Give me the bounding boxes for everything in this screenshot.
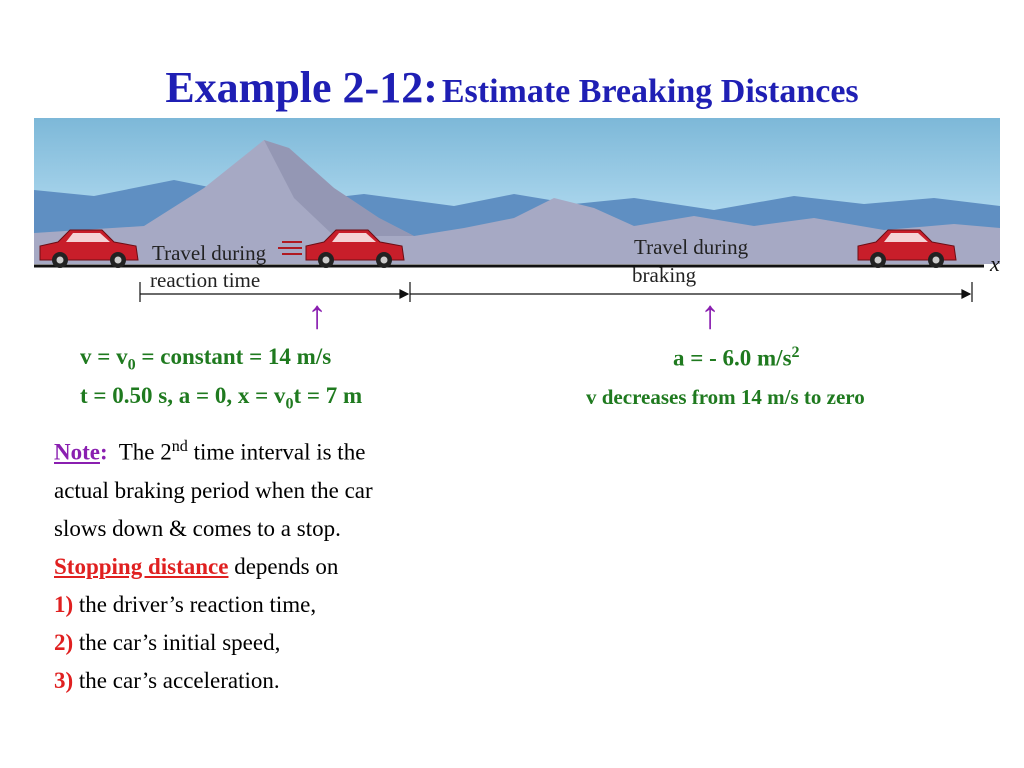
note-block xyxy=(54,428,514,700)
title-topic: Estimate Breaking Distances xyxy=(441,73,859,110)
arrow-up-icon: ↑ xyxy=(700,292,720,337)
stopping-distance-label: Stopping distance xyxy=(54,553,229,579)
stopping-distance-line: Stopping distance depends on xyxy=(54,553,339,579)
label-braking-line2: braking xyxy=(632,263,697,287)
note-line-1: Note: The 2nd time interval is the xyxy=(54,438,366,465)
list-item: 3) the car’s acceleration. xyxy=(54,667,280,693)
label-reaction-line1: Travel during xyxy=(152,241,267,265)
label-reaction-line2: reaction time xyxy=(150,268,261,292)
arrow-up-icon: ↑ xyxy=(307,292,327,337)
label-braking-line1: Travel during xyxy=(634,235,749,259)
note-line-2: actual braking period when the car xyxy=(54,477,373,503)
slide-title xyxy=(0,62,1024,113)
note-line-3: slows down & comes to a stop. xyxy=(54,515,341,541)
braking-acceleration-line: a = - 6.0 $m/s^2$ xyxy=(673,344,800,371)
title-example-number: Example 2-12: xyxy=(165,63,438,112)
braking-velocity-line: v decreases from 14 m/s to zero xyxy=(586,385,865,409)
road-illustration xyxy=(34,118,1000,308)
list-item: 2) the car’s initial speed, xyxy=(54,629,281,655)
x-axis-label: x xyxy=(990,251,1000,276)
reaction-velocity-line: $v = v_0$ = constant = 14 m/s xyxy=(80,344,332,374)
reaction-distance-line: t = 0.50 s, a = 0, $x = v_0t = 7$ m xyxy=(80,383,363,413)
list-item: 1) the driver’s reaction time, xyxy=(54,591,317,617)
note-label: Note xyxy=(54,439,100,465)
